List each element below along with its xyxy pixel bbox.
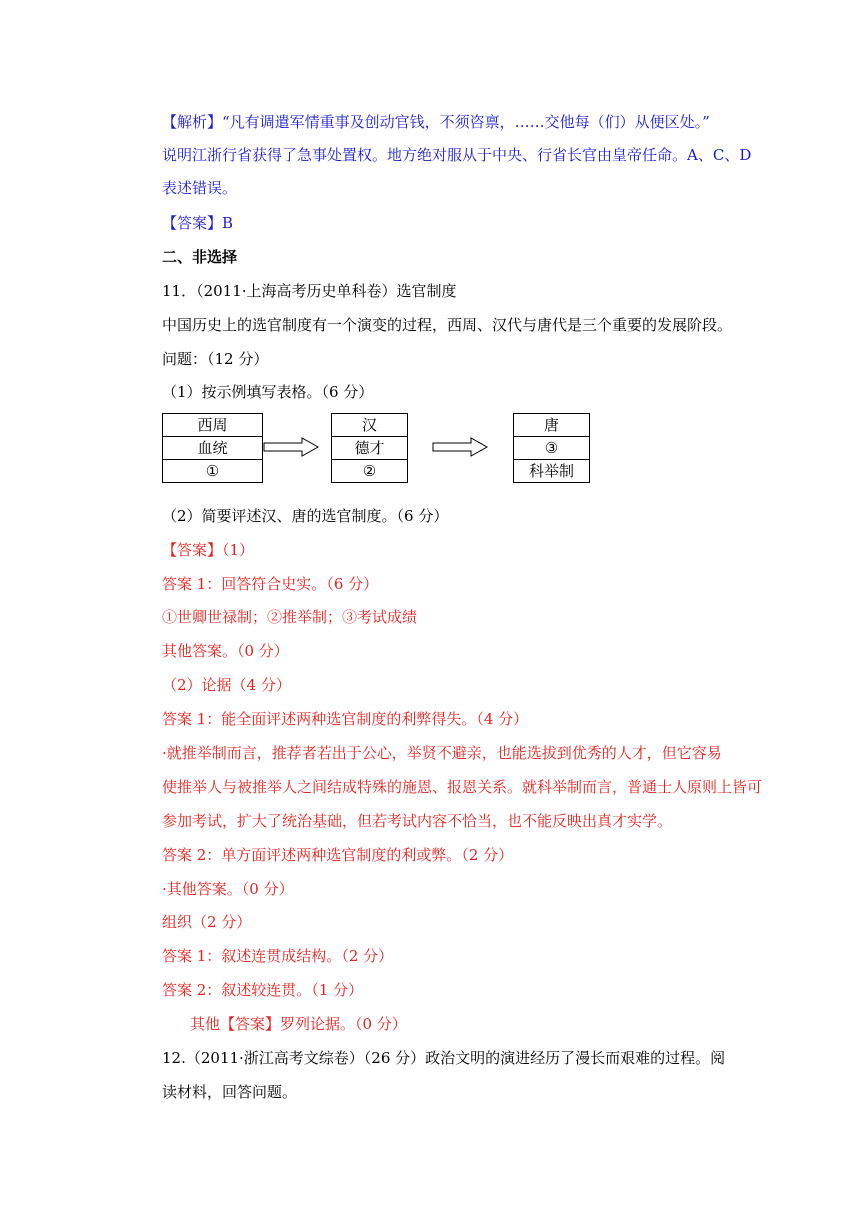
answer11-b2: 答案 2：单方面评述两种选官制度的利或弊。（2 分） [162, 846, 514, 864]
c-other-suffix: 罗列论据。（0 分） [280, 1015, 407, 1033]
q11-question: 问题：（12 分） [162, 350, 269, 368]
answer11-other0: 其他答案。（0 分） [162, 642, 289, 660]
answer11-tag: 【答案】 [162, 541, 223, 559]
zhou-system: ① [163, 460, 263, 483]
answer11-b1-text-3: 参加考试，扩大了统治基础，但若考试内容不恰当，也不能反映出真才实学。 [162, 812, 673, 830]
arrow-right-icon [431, 436, 489, 458]
answer-value: B [222, 214, 234, 232]
answer-tag: 【答案】 [162, 214, 223, 232]
q12-line-1: 12.（2011·浙江高考文综卷）（26 分）政治文明的演进经历了漫长而艰难的过程。阅 [162, 1049, 726, 1067]
answer11-c1: 答案 1：叙述连贯成结构。（2 分） [162, 947, 394, 965]
answer11-b1-text-2: 使推举人与被推举人之间结成特殊的施恩、报恩关系。就科举制而言，普通士人原则上皆可 [162, 778, 763, 796]
q11-title: 11．（2011·上海高考历史单科卷）选官制度 [162, 282, 457, 300]
answer11-header [162, 539, 254, 561]
answer11-b1-text-1: ·就推举制而言，推荐者若出于公心，举贤不避亲，也能选拔到优秀的人才，但它容易 [162, 744, 722, 762]
c-other-tag: 【答案】 [220, 1015, 281, 1033]
q11-part2: （2）简要评述汉、唐的选官制度。（6 分） [162, 507, 449, 525]
answer11-b1: 答案 1：能全面评述两种选官制度的利弊得失。（4 分） [162, 710, 529, 728]
han-basis: 德才 [332, 437, 408, 460]
han-system: ② [332, 460, 408, 483]
tang-dynasty: 唐 [514, 414, 590, 437]
answer11-a1-content: ①世卿世禄制；②推举制；③考试成绩 [162, 608, 418, 626]
analysis-line-1 [162, 111, 710, 133]
answer11-c-other [190, 1013, 407, 1035]
han-dynasty: 汉 [332, 414, 408, 437]
answer11-org: 组织（2 分） [162, 913, 252, 931]
table-tang [513, 413, 590, 483]
q11-part1: （1）按示例填写表格。（6 分） [162, 383, 374, 401]
answer11-part1-label: （1） [222, 541, 255, 559]
zhou-basis: 血统 [163, 437, 263, 460]
q12-line-2: 读材料，回答问题。 [162, 1083, 298, 1101]
analysis-line-3: 表述错误。 [162, 179, 238, 197]
analysis-tag: 【解析】 [162, 113, 223, 131]
analysis-quote: “凡有调遣军情重事及创动官钱，不须咨禀，……交他每（们）从便区处。” [222, 113, 710, 131]
answer11-b-other: ·其他答案。（0 分） [162, 880, 294, 898]
q11-intro: 中国历史上的选官制度有一个演变的过程，西周、汉代与唐代是三个重要的发展阶段。 [162, 316, 733, 334]
c-other-prefix: 其他 [190, 1015, 221, 1033]
section-title: 二、非选择 [162, 248, 238, 266]
zhou-dynasty: 西周 [163, 414, 263, 437]
tang-system: 科举制 [514, 460, 590, 483]
answer11-part2-label: （2）论据（4 分） [162, 676, 291, 694]
answer11-a1: 答案 1：回答符合史实。（6 分） [162, 575, 379, 593]
answer-b [162, 212, 233, 234]
answer11-c2: 答案 2：叙述较连贯。（1 分） [162, 981, 364, 999]
arrow-right-icon [262, 436, 320, 458]
table-zhou [162, 413, 263, 483]
tang-basis: ③ [514, 437, 590, 460]
analysis-line-2: 说明江浙行省获得了急事处置权。地方绝对服从于中央、行省长官由皇帝任命。A、C、D [162, 146, 752, 164]
table-han [331, 413, 408, 483]
